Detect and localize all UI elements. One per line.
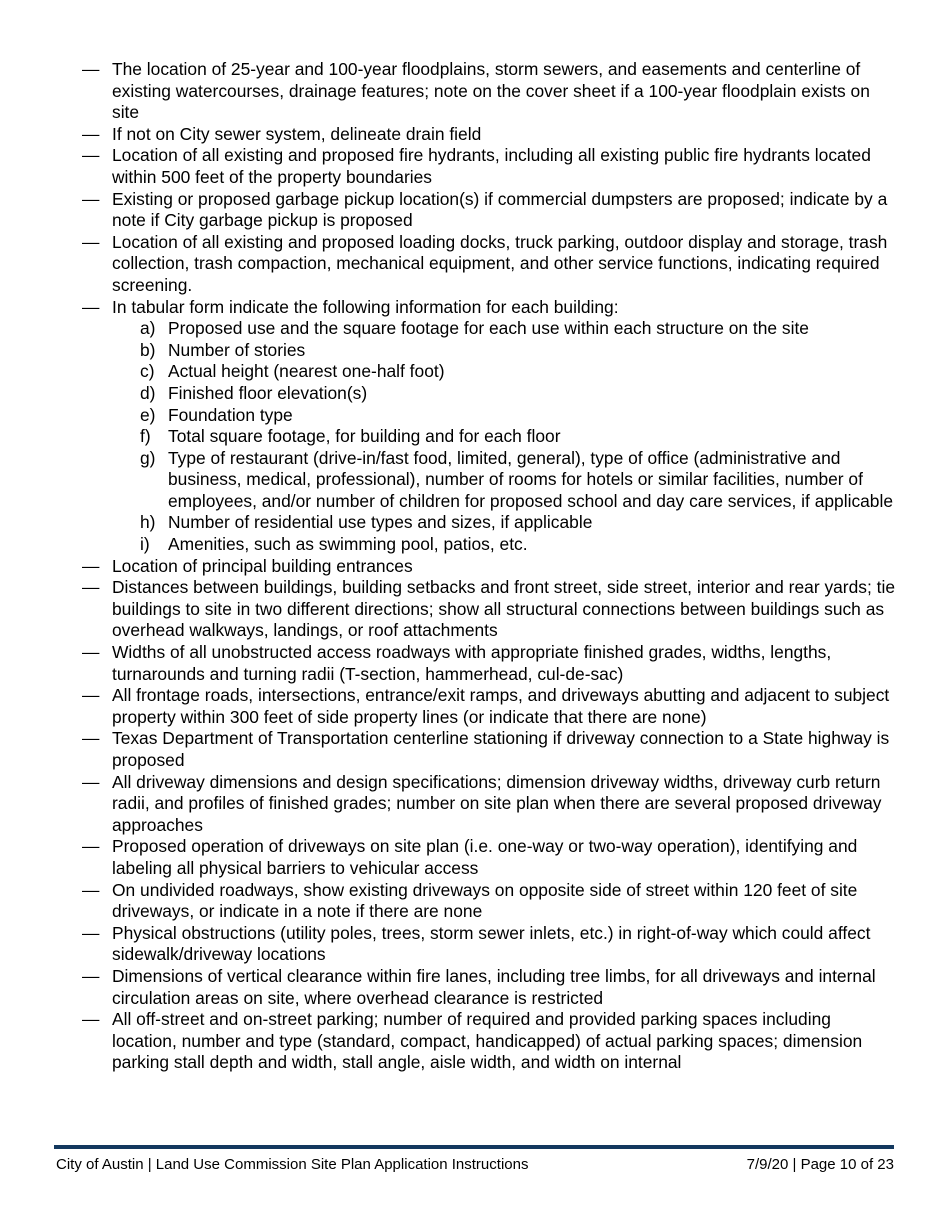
list-item bbox=[82, 556, 896, 578]
list-item-text: Finished floor elevation(s) bbox=[168, 382, 368, 403]
list-item-text: Physical obstructions (utility poles, trees, storm sewer inlets, etc.) in right-of-way which could affect sidewalk/driveway locations bbox=[112, 922, 871, 965]
requirements-list bbox=[82, 59, 896, 318]
sublist-item bbox=[140, 361, 896, 383]
page-footer bbox=[56, 1156, 894, 1174]
footer-page-number: 7/9/20 | Page 10 of 23 bbox=[746, 1156, 894, 1173]
list-item-text: Location of all existing and proposed loading docks, truck parking, outdoor display and storage, trash collection, trash compaction, mechanical equipment, and other service functions, indicating required screening. bbox=[112, 231, 888, 295]
list-marker: d) bbox=[140, 382, 156, 403]
sublist-item bbox=[140, 426, 896, 448]
list-marker: f) bbox=[140, 426, 151, 447]
list-item-text: Distances between buildings, building setbacks and front street, side street, interior and rear yards; tie buildings to site in two different directions; show all structural connections between buildings such as overhead walkways, landings, or roof attachments bbox=[112, 577, 895, 641]
footer-divider bbox=[54, 1145, 894, 1149]
sublist-item bbox=[140, 405, 896, 427]
list-item bbox=[82, 297, 896, 319]
list-item bbox=[82, 772, 896, 837]
list-marker: — bbox=[82, 123, 100, 144]
list-item bbox=[82, 966, 896, 1009]
list-marker: — bbox=[82, 577, 100, 598]
sublist-item bbox=[140, 448, 896, 513]
list-item-text: Actual height (nearest one-half foot) bbox=[168, 361, 445, 382]
list-item-text: Number of stories bbox=[168, 339, 306, 360]
list-item-text: On undivided roadways, show existing driveways on opposite side of street within 120 feet of site driveways, or indicate in a note if there are none bbox=[112, 879, 858, 922]
list-item-text: Type of restaurant (drive-in/fast food, limited, general), type of office (administrative and business, medical, professional), number of rooms for hotels or similar facilities, number of employees, and/or number of children for proposed school and day care services, if applicable bbox=[168, 447, 894, 511]
list-item-text: Existing or proposed garbage pickup location(s) if commercial dumpsters are proposed; indicate by a note if City garbage pickup is proposed bbox=[112, 188, 888, 231]
list-item-text: Foundation type bbox=[168, 404, 293, 425]
list-item bbox=[82, 124, 896, 146]
list-marker: — bbox=[82, 231, 100, 252]
list-item bbox=[82, 232, 896, 297]
list-marker: g) bbox=[140, 447, 156, 468]
list-item-text: All frontage roads, intersections, entrance/exit ramps, and driveways abutting and adjacent to subject property within 300 feet of side property lines (or indicate that there are none) bbox=[112, 685, 890, 727]
list-marker: — bbox=[82, 728, 100, 749]
list-item-text: All off-street and on-street parking; number of required and provided parking spaces including location, number and type (standard, compact, handicapped) of actual parking spaces; dimension parking stall depth and width, stall angle, aisle width, and width on internal bbox=[112, 1009, 863, 1073]
list-item bbox=[82, 880, 896, 923]
list-item-text: If not on City sewer system, delineate drain field bbox=[112, 123, 482, 144]
list-marker: — bbox=[82, 879, 100, 900]
list-item-text: Number of residential use types and sizes, if applicable bbox=[168, 512, 593, 533]
list-item-text: Texas Department of Transportation centerline stationing if driveway connection to a State highway is proposed bbox=[112, 728, 890, 770]
list-item bbox=[82, 577, 896, 642]
list-item-text: Total square footage, for building and for each floor bbox=[168, 426, 561, 447]
list-item bbox=[82, 685, 896, 728]
list-marker: a) bbox=[140, 318, 156, 339]
list-item-text: Widths of all unobstructed access roadways with appropriate finished grades, widths, lengths, turnarounds and turning radii (T-section, hammerhead, cul-de-sac) bbox=[112, 642, 832, 684]
list-item bbox=[82, 1009, 896, 1074]
sublist-item bbox=[140, 534, 896, 556]
sublist-item bbox=[140, 340, 896, 362]
list-item-text: Location of all existing and proposed fire hydrants, including all existing public fire hydrants located within 500 feet of the property boundaries bbox=[112, 145, 871, 187]
list-marker: — bbox=[82, 555, 100, 576]
list-marker: — bbox=[82, 836, 100, 857]
list-item bbox=[82, 189, 896, 232]
list-marker: h) bbox=[140, 512, 156, 533]
list-item-text: The location of 25-year and 100-year floodplains, storm sewers, and easements and centerline of existing watercourses, drainage features; note on the cover sheet if a 100-year floodplain exists on site bbox=[112, 59, 870, 123]
sublist-item bbox=[140, 383, 896, 405]
list-item-text: Amenities, such as swimming pool, patios, etc. bbox=[168, 534, 528, 555]
list-marker: e) bbox=[140, 404, 156, 425]
list-marker: — bbox=[82, 188, 100, 209]
list-item bbox=[82, 59, 896, 124]
list-item-text: Proposed use and the square footage for each use within each structure on the site bbox=[168, 318, 809, 339]
building-info-sublist bbox=[140, 318, 896, 556]
list-item bbox=[82, 836, 896, 879]
list-marker: b) bbox=[140, 339, 156, 360]
list-item-text: In tabular form indicate the following information for each building: bbox=[112, 296, 619, 317]
footer-title: City of Austin | Land Use Commission Site Plan Application Instructions bbox=[56, 1156, 529, 1173]
list-item-text: Proposed operation of driveways on site plan (i.e. one-way or two-way operation), identifying and labeling all physical barriers to vehicular access bbox=[112, 836, 858, 878]
list-marker: — bbox=[82, 771, 100, 792]
list-item-text: Dimensions of vertical clearance within fire lanes, including tree limbs, for all driveways and internal circulation areas on site, where overhead clearance is restricted bbox=[112, 965, 876, 1008]
list-marker: i) bbox=[140, 534, 150, 555]
sublist-item bbox=[140, 512, 896, 534]
document-body bbox=[82, 59, 896, 1074]
list-item-text: Location of principal building entrances bbox=[112, 555, 413, 576]
requirements-list-continued bbox=[82, 556, 896, 1074]
list-marker: — bbox=[82, 59, 100, 79]
list-marker: — bbox=[82, 642, 100, 663]
list-item bbox=[82, 923, 896, 966]
list-item bbox=[82, 642, 896, 685]
list-marker: — bbox=[82, 145, 100, 166]
list-marker: — bbox=[82, 296, 100, 317]
list-marker: — bbox=[82, 1009, 100, 1030]
list-marker: — bbox=[82, 685, 100, 706]
list-item-text: All driveway dimensions and design specifications; dimension driveway widths, driveway curb return radii, and profiles of finished grades; number on site plan when there are several proposed driveway approaches bbox=[112, 771, 882, 835]
sublist-item bbox=[140, 318, 896, 340]
list-marker: c) bbox=[140, 361, 155, 382]
list-marker: — bbox=[82, 922, 100, 943]
list-marker: — bbox=[82, 965, 100, 986]
list-item bbox=[82, 145, 896, 188]
list-item bbox=[82, 728, 896, 771]
